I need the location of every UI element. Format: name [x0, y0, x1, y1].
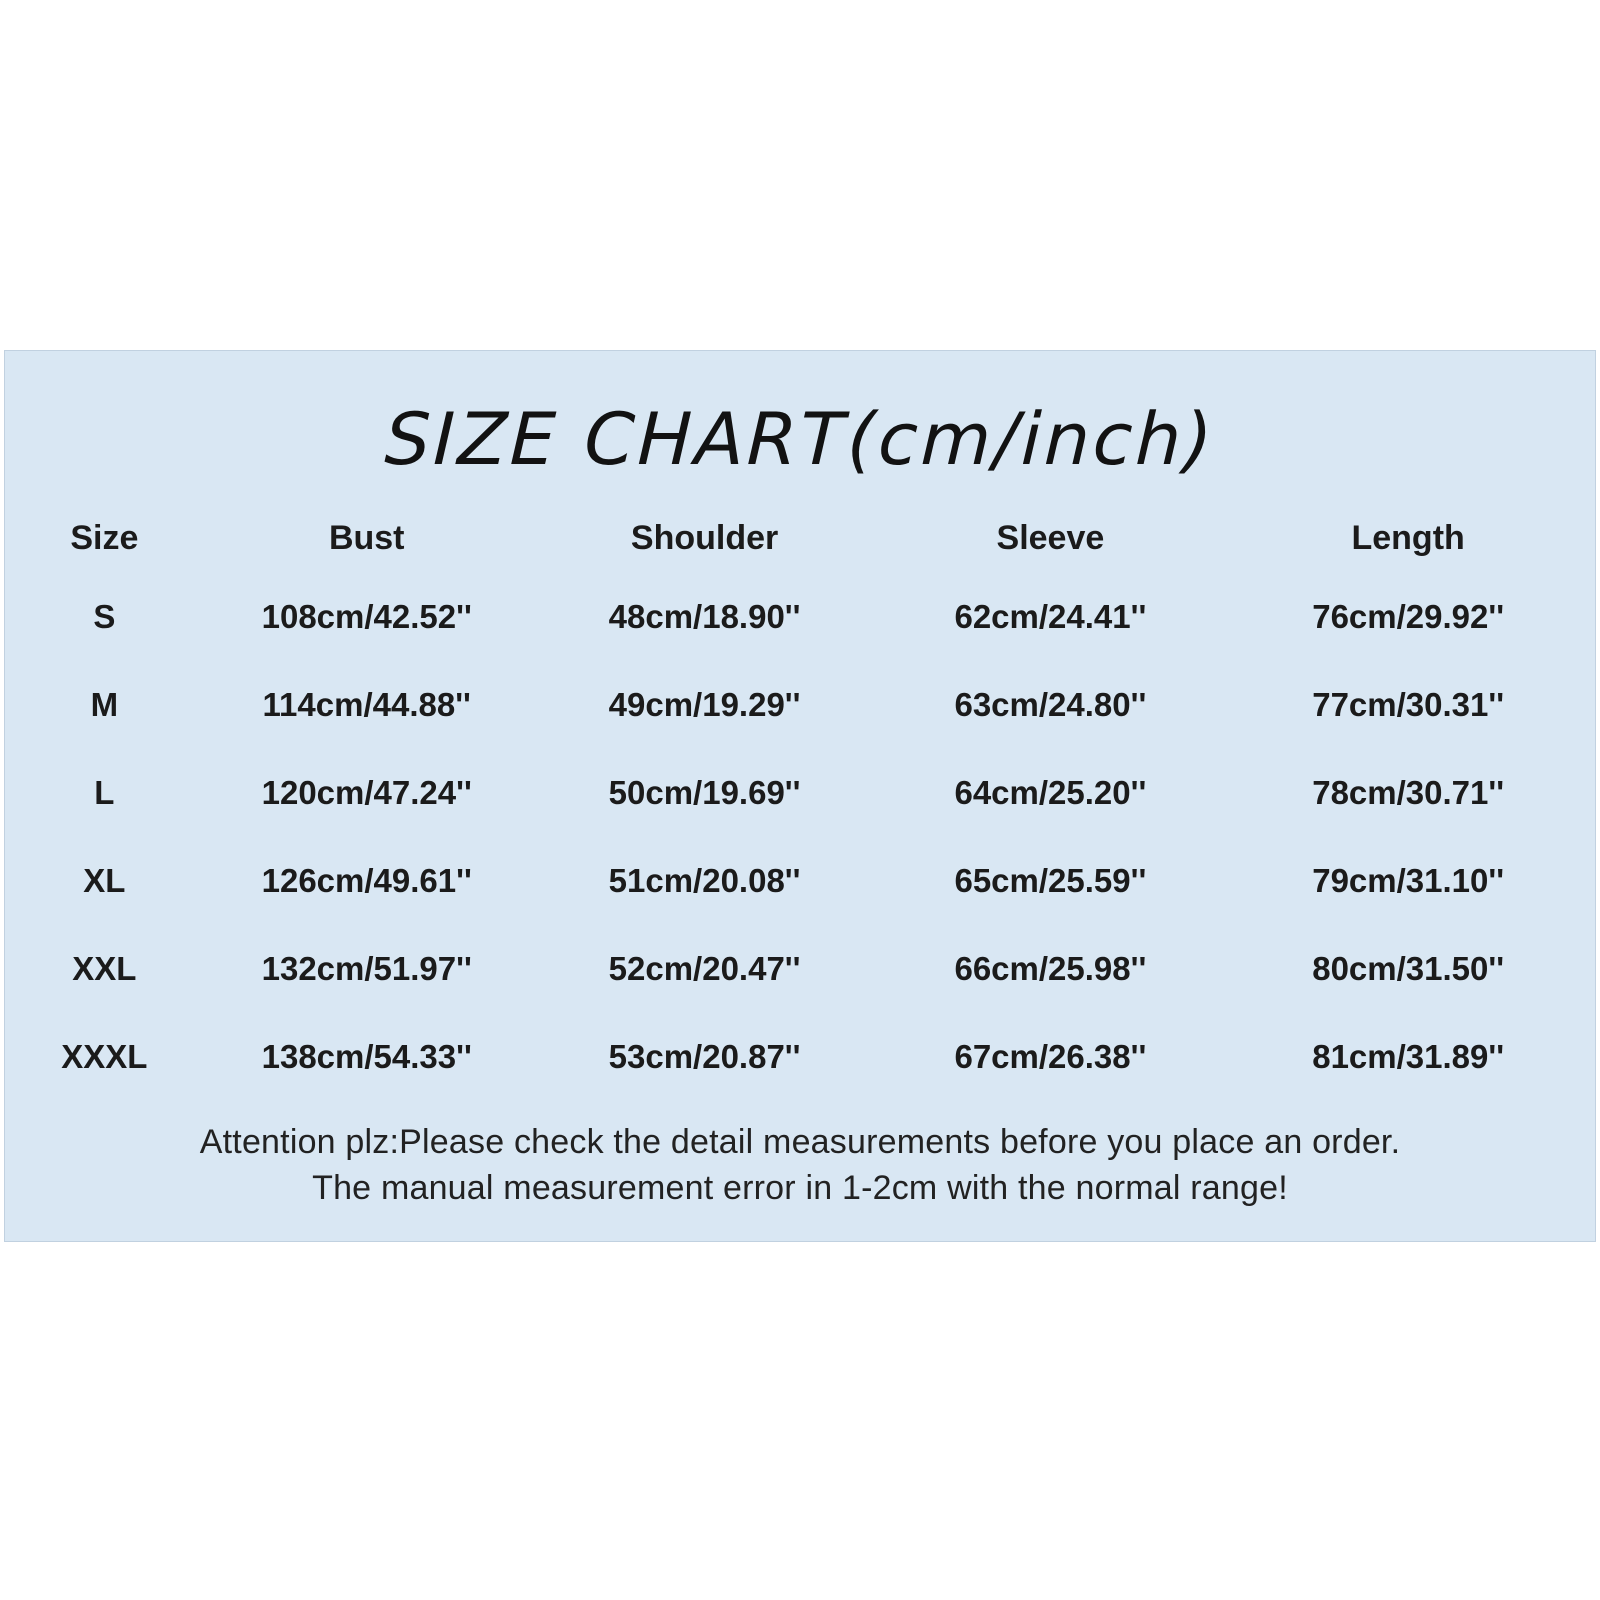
- shoulder-value: 51cm/20.08'': [608, 862, 801, 899]
- column-header-length: Length: [1351, 518, 1465, 557]
- column-header-bust: Bust: [328, 518, 405, 557]
- sleeve-value: 64cm/25.20'': [954, 774, 1147, 811]
- column-header-sleeve: Sleeve: [996, 518, 1105, 557]
- size-label: L: [94, 774, 115, 811]
- bust-value: 108cm/42.52'': [261, 598, 472, 635]
- size-label: M: [90, 686, 119, 723]
- table-row-xl: [5, 837, 1595, 925]
- attention-note: [5, 1119, 1595, 1211]
- bust-value: 114cm/44.88'': [262, 686, 471, 723]
- length-value: 77cm/30.31'': [1312, 686, 1505, 723]
- size-label: S: [93, 598, 116, 635]
- sleeve-value: 62cm/24.41'': [954, 598, 1147, 635]
- length-value: 81cm/31.89'': [1312, 1038, 1505, 1075]
- bust-value: 138cm/54.33'': [261, 1038, 472, 1075]
- shoulder-value: 52cm/20.47'': [608, 950, 801, 987]
- length-value: 80cm/31.50'': [1312, 950, 1505, 987]
- size-chart-title: SIZE CHART(cm/inch): [383, 397, 1217, 481]
- shoulder-value: 49cm/19.29'': [608, 686, 801, 723]
- shoulder-value: 53cm/20.87'': [608, 1038, 801, 1075]
- attention-note-line2: The manual measurement error in 1-2cm with the normal range!: [312, 1169, 1288, 1207]
- column-header-size: Size: [70, 518, 139, 557]
- bust-value: 126cm/49.61'': [261, 862, 472, 899]
- size-table: [5, 503, 1595, 1101]
- shoulder-value: 48cm/18.90'': [608, 598, 801, 635]
- attention-note-line1: Attention plz:Please check the detail measurements before you place an order.: [199, 1123, 1401, 1161]
- size-label: XXL: [72, 950, 137, 987]
- size-label: XXXL: [61, 1038, 148, 1075]
- bust-value: 120cm/47.24'': [261, 774, 472, 811]
- sleeve-value: 66cm/25.98'': [954, 950, 1147, 987]
- size-label: XL: [83, 862, 126, 899]
- table-row-xxxl: [5, 1013, 1595, 1101]
- length-value: 79cm/31.10'': [1312, 862, 1505, 899]
- table-row-m: [5, 661, 1595, 749]
- length-value: 78cm/30.71'': [1312, 774, 1505, 811]
- bust-value: 132cm/51.97'': [261, 950, 472, 987]
- length-value: 76cm/29.92'': [1312, 598, 1505, 635]
- size-chart-panel: [4, 350, 1596, 1242]
- table-row-xxl: [5, 925, 1595, 1013]
- shoulder-value: 50cm/19.69'': [608, 774, 801, 811]
- table-header-row: [5, 503, 1595, 573]
- sleeve-value: 63cm/24.80'': [954, 686, 1147, 723]
- table-row-l: [5, 749, 1595, 837]
- sleeve-value: 67cm/26.38'': [954, 1038, 1147, 1075]
- sleeve-value: 65cm/25.59'': [954, 862, 1147, 899]
- column-header-shoulder: Shoulder: [630, 518, 779, 557]
- table-row-s: [5, 573, 1595, 661]
